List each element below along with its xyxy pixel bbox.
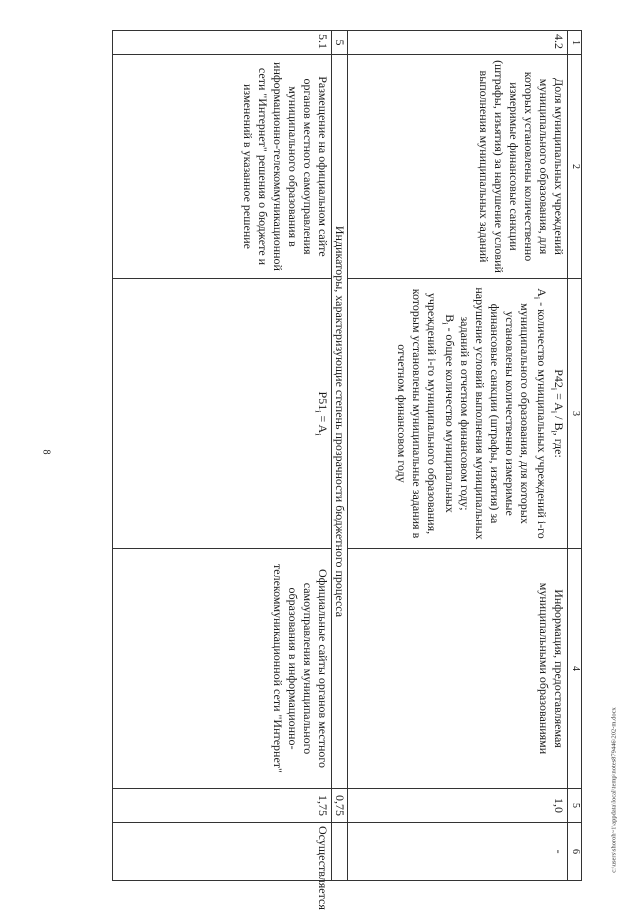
header-cell-1: 1 [568,31,582,55]
page-number: 8 [40,449,52,455]
row-5-1-number: 5.1 [113,31,333,55]
footer-file-path: c:\users\shoroh~1\appdata\local\temp\notes879446\202-m.docx [610,707,618,873]
section-5-title: Индикаторы, характеризующие степень прозрачности бюджетного процесса [332,55,348,789]
section-5-empty [332,823,348,881]
row-5-1-indicator-name: Размещение на официальном сайте органов местного самоуправления муниципального образования в информационно-телекоммуникационной сети "Интернет" решения о бюджете и изменений в указанное решение [113,55,333,279]
header-row [568,31,582,881]
row-4-2-formula [348,279,568,549]
row-5-1 [113,31,333,881]
row-4-2 [348,31,568,881]
section-5-row [332,31,348,881]
section-5-number: 5 [332,31,348,55]
row-5-1-weight: 1,75 [113,789,333,823]
rotated-table-container [112,30,582,910]
row-5-1-formula: $P51_i = A_i$ [113,279,333,549]
row-5-1-note: Осуществляется [113,823,333,881]
row-4-2-indicator-name: Доля муниципальных учреждений муниципального образования, для которых установлены количественно измеримые финансовые санкции (штрафы, изъятия) за нарушение условий выполнения муниципальных заданий [348,55,568,279]
header-cell-3: 3 [568,279,582,549]
header-cell-5: 5 [568,789,582,823]
section-5-weight: 0,75 [332,789,348,823]
row-4-2-note: - [348,823,568,881]
header-cell-4: 4 [568,549,582,789]
row-4-2-formula-b: $B_i$ - общее количество муниципальных учреждений i-го муниципального образования, которым установлены муниципальные задания в отчетном финансовом году [395,288,457,539]
indicator-table [112,30,582,910]
header-cell-2: 2 [568,55,582,279]
row-4-2-weight: 1,0 [348,789,568,823]
row-5-1-source: Официальные сайты органов местного самоуправления муниципального образования в информационно-телекоммуникационной сети "Интернет" [113,549,333,789]
header-cell-6: 6 [568,823,582,881]
row-4-2-formula-line: $P42_i = A_i / B_i$, где: [550,369,567,458]
row-4-2-number: 4.2 [348,31,568,55]
row-4-2-formula-a: $A_i$ - количество муниципальных учреждений i-го муниципального образования, для которых установлены количественно измеримые финансовые санкции (штрафы, изъятия) за нарушение условий выполнения муниципальных заданий в отчетном финансовом году; [457,287,550,540]
row-4-2-source: Информация, предоставляемая муниципальными образованиями [348,549,568,789]
